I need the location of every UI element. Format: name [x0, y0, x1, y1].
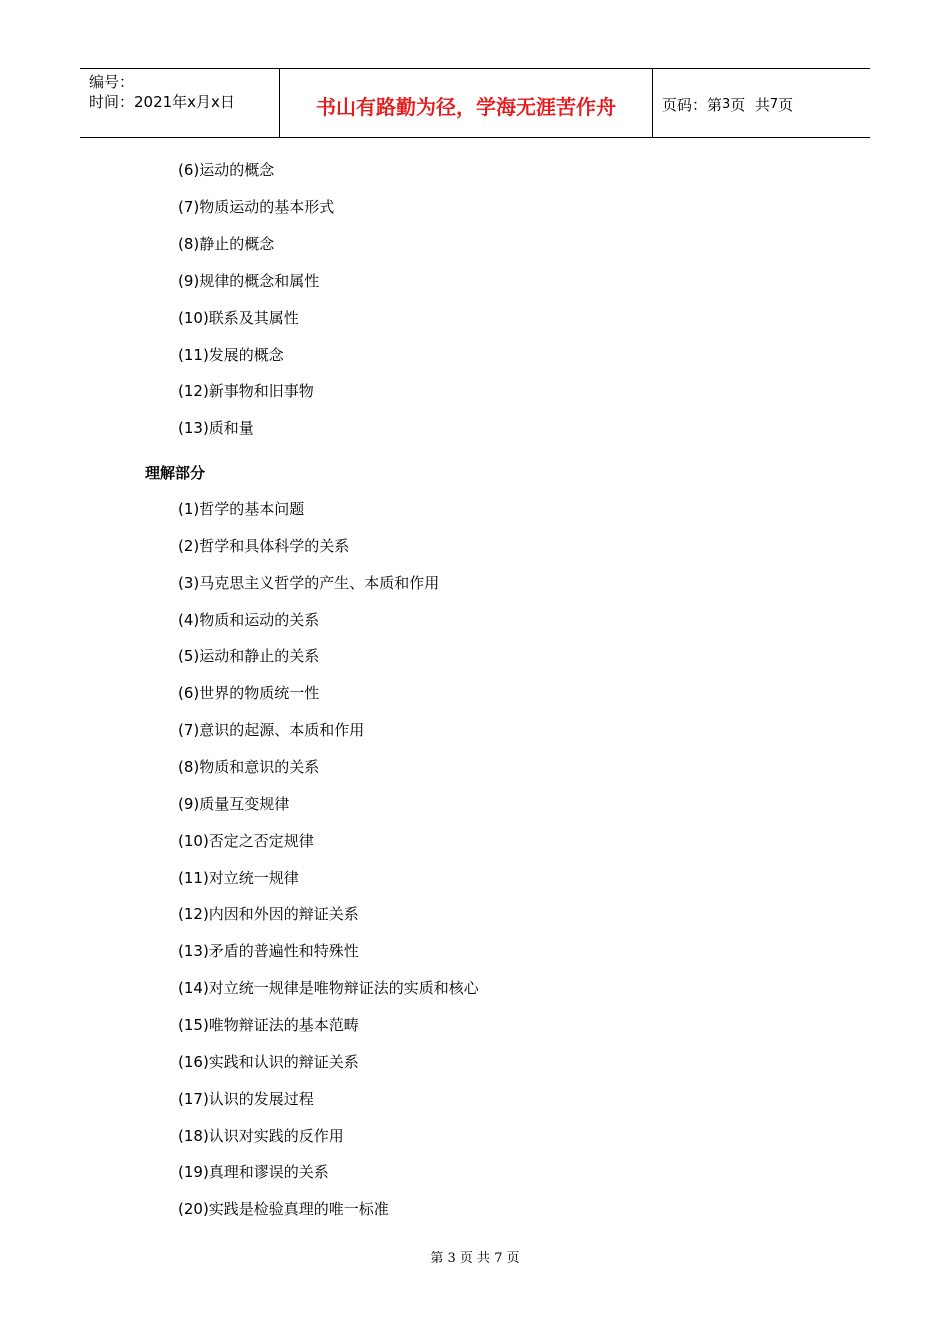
list-item: (4)物质和运动的关系: [178, 611, 320, 629]
page-prefix: 页码：第: [662, 95, 723, 114]
list-item: (5)运动和静止的关系: [178, 647, 320, 665]
page-mid: 页 共: [730, 95, 770, 114]
list-item: (1)哲学的基本问题: [178, 500, 305, 518]
list-item: (16)实践和认识的辩证关系: [178, 1053, 359, 1071]
page-number: 3: [722, 96, 731, 112]
section-heading: 理解部分: [145, 464, 206, 482]
list-item: (19)真理和谬误的关系: [178, 1163, 329, 1181]
list-item: (13)质和量: [178, 419, 254, 437]
list-item: (11)对立统一规律: [178, 869, 299, 887]
list-item: (13)矛盾的普遍性和特殊性: [178, 942, 359, 960]
list-item: (7)物质运动的基本形式: [178, 198, 335, 216]
list-item: (10)联系及其属性: [178, 309, 299, 327]
list-item: (7)意识的起源、本质和作用: [178, 721, 365, 739]
header-page-info: [653, 69, 870, 137]
list-item: (8)静止的概念: [178, 235, 275, 253]
list-item: (8)物质和意识的关系: [178, 758, 320, 776]
document-header: [80, 68, 870, 138]
list-item: (9)规律的概念和属性: [178, 272, 320, 290]
page-suffix: 页: [778, 95, 794, 114]
total-pages: 7: [769, 96, 779, 112]
list-item: (17)认识的发展过程: [178, 1090, 314, 1108]
list-item: (6)运动的概念: [178, 161, 275, 179]
time-label: 时间：2021年x月x日: [89, 93, 235, 111]
header-meta: [80, 69, 280, 137]
list-item: (6)世界的物质统一性: [178, 684, 320, 702]
list-item: (2)哲学和具体科学的关系: [178, 537, 350, 555]
list-item: (18)认识对实践的反作用: [178, 1127, 344, 1145]
list-item: (20)实践是检验真理的唯一标准: [178, 1200, 389, 1218]
list-item: (10)否定之否定规律: [178, 832, 314, 850]
list-item: (12)新事物和旧事物: [178, 382, 314, 400]
list-item: (15)唯物辩证法的基本范畴: [178, 1016, 359, 1034]
header-motto: 书山有路勤为径，学海无涯苦作舟: [280, 69, 653, 137]
list-item: (11)发展的概念: [178, 346, 284, 364]
number-label: 编号：: [89, 73, 135, 91]
list-item: (3)马克思主义哲学的产生、本质和作用: [178, 574, 440, 592]
page-footer: 第 3 页 共 7 页: [430, 1251, 520, 1266]
list-item: (9)质量互变规律: [178, 795, 290, 813]
list-item: (14)对立统一规律是唯物辩证法的实质和核心: [178, 979, 479, 997]
list-item: (12)内因和外因的辩证关系: [178, 905, 359, 923]
